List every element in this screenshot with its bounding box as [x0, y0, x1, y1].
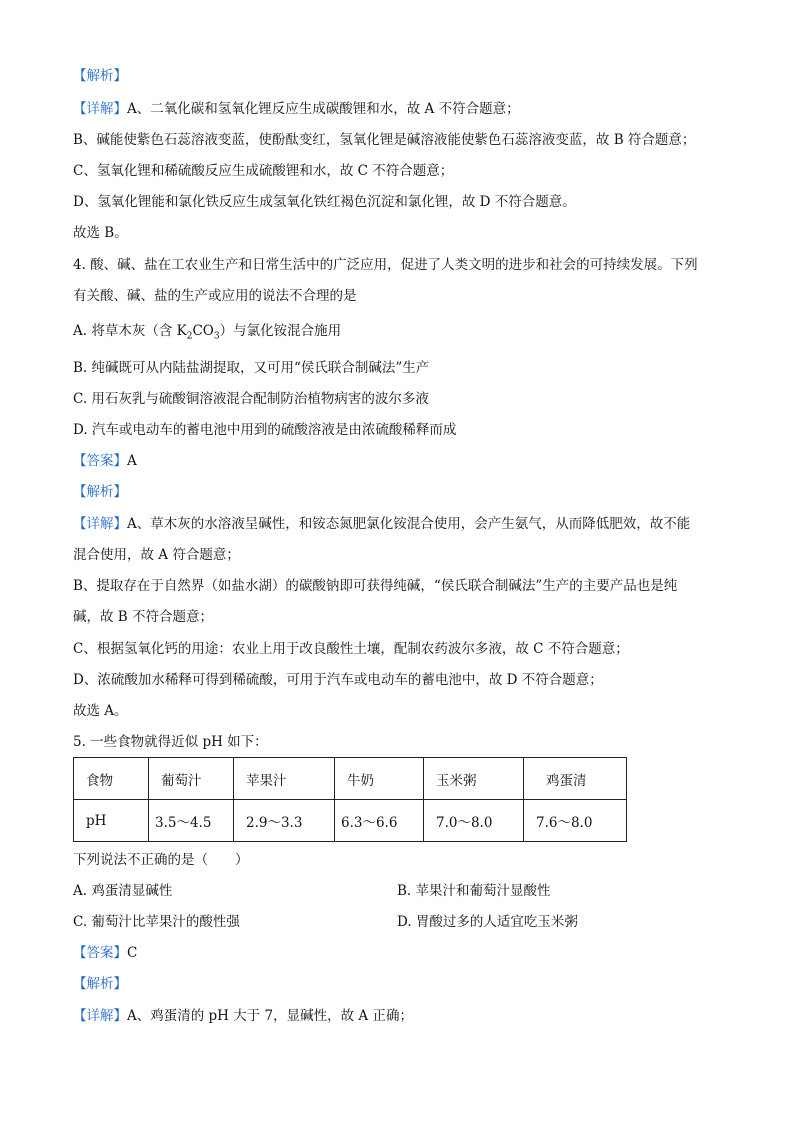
q4-stem-line1: 4. 酸、碱、盐在工农业生产和日常生活中的广泛应用，促进了人类文明的进步和社会的可持续发展。下列 — [73, 257, 698, 273]
q4-stem-line2: 有关酸、碱、盐的生产或应用的说法不合理的是 — [73, 288, 357, 304]
table-cell: 鸡蛋清 — [524, 758, 627, 800]
table-cell: 葡萄汁 — [149, 758, 234, 800]
q4-conclusion: 故选 A。 — [73, 703, 128, 719]
q4-detail-a-line2: 混合使用，故 A 符合题意； — [73, 547, 240, 563]
table-cell: 玉米粥 — [424, 758, 524, 800]
q5-stem: 5. 一些食物就得近似 pH 如下： — [73, 734, 268, 750]
q4-analysis-heading: 【解析】 — [73, 484, 127, 500]
q5-analysis-heading: 【解析】 — [73, 976, 127, 992]
table-cell: 6.3～6.6 — [335, 800, 424, 842]
q5-question: 下列说法不正确的是（ ） — [73, 852, 249, 868]
q5-answer: 【答案】C — [73, 945, 138, 961]
q4-option-c: C. 用石灰乳与硫酸铜溶液混合配制防治植物病害的波尔多液 — [73, 391, 429, 407]
q5-option-c: C. 葡萄汁比苹果汁的酸性强 — [73, 914, 240, 930]
q4-detail-b-line2: 碱，故 B 不符合题意； — [73, 609, 214, 625]
q3-detail-c: C、氢氧化锂和稀硫酸反应生成硫酸锂和水，故 C 不符合题意； — [73, 163, 454, 179]
table-header-row — [74, 758, 627, 800]
q4-detail-c: C、根据氢氧化钙的用途：农业上用于改良酸性土壤，配制农药波尔多液，故 C 不符合题意； — [73, 641, 629, 657]
q4-option-d: D. 汽车或电动车的蓄电池中用到的硫酸溶液是由浓硫酸稀释而成 — [73, 422, 457, 438]
table-row — [74, 800, 627, 842]
table-cell: 7.0～8.0 — [424, 800, 524, 842]
q5-option-b: B. 苹果汁和葡萄汁显酸性 — [397, 883, 551, 899]
q4-option-a: A. 将草木灰（含 $K_2CO_3$）与氯化铵混合施用 — [73, 323, 342, 342]
table-cell: 2.9～3.3 — [234, 800, 335, 842]
q4-detail-d: D、浓硫酸加水稀释可得到稀硫酸，可用于汽车或电动车的蓄电池中，故 D 不符合题意； — [73, 672, 603, 688]
q5-option-d: D. 胃酸过多的人适宜吃玉米粥 — [397, 914, 578, 930]
table-cell: pH — [74, 800, 149, 842]
q3-detail-b: B、碱能使紫色石蕊溶液变蓝，使酚酞变红，氢氧化锂是碱溶液能使紫色石蕊溶液变蓝，故 B 符合题意； — [73, 132, 696, 148]
q3-detail-d: D、氢氧化锂能和氯化铁反应生成氢氧化铁红褐色沉淀和氯化锂，故 D 不符合题意。 — [73, 194, 576, 210]
q5-detail-a: 【详解】A、鸡蛋清的 pH 大于 7，显碱性，故 A 正确； — [73, 1008, 413, 1024]
q4-detail-a-line1: 【详解】A、草木灰的水溶液呈碱性，和铵态氮肥氯化铵混合使用，会产生氨气，从而降低肥效，故不能 — [73, 516, 691, 532]
table-cell: 苹果汁 — [234, 758, 335, 800]
table-cell: 7.6～8.0 — [524, 800, 627, 842]
q3-detail-a: 【详解】A、二氧化碳和氢氧化锂反应生成碳酸锂和水，故 A 不符合题意； — [73, 101, 520, 117]
ph-table — [73, 757, 627, 842]
analysis-heading: 【解析】 — [73, 68, 127, 84]
q5-option-a: A. 鸡蛋清显碱性 — [73, 883, 173, 899]
q4-option-b: B. 纯碱既可从内陆盐湖提取，又可用“侯氏联合制碱法”生产 — [73, 360, 430, 376]
q4-detail-b-line1: B、提取存在于自然界（如盐水湖）的碳酸钠即可获得纯碱，“侯氏联合制碱法”生产的主要产品也是纯 — [73, 578, 678, 594]
q4-answer: 【答案】A — [73, 453, 137, 469]
q3-conclusion: 故选 B。 — [73, 225, 128, 241]
table-cell: 3.5～4.5 — [149, 800, 234, 842]
table-cell: 食物 — [74, 758, 149, 800]
table-cell: 牛奶 — [335, 758, 424, 800]
